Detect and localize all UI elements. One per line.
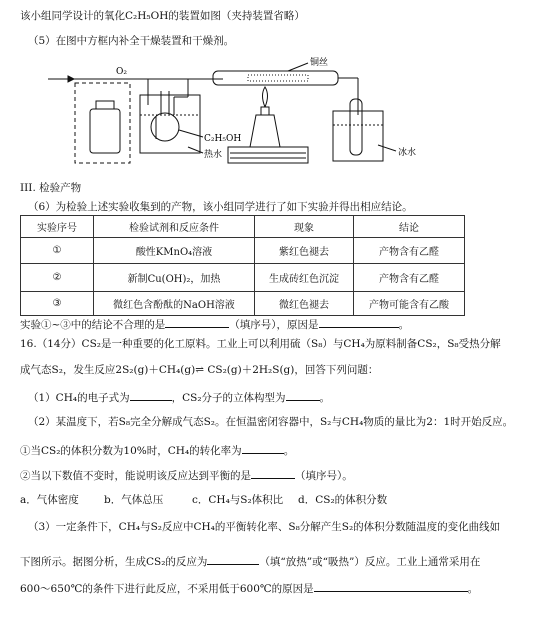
table-header: 实验序号 bbox=[21, 216, 94, 238]
table-cell: 紫红色褪去 bbox=[255, 238, 354, 264]
question-16-line-2: 成气态S₂，发生反应2S₂(g)＋CH₄(g)⇌ CS₂(g)＋2H₂S(g)，回答下列问题： bbox=[20, 364, 379, 376]
table-cell: 新制Cu(OH)₂，加热 bbox=[94, 264, 255, 292]
table-cell: 产物含有乙醛 bbox=[354, 264, 465, 292]
table-row bbox=[21, 238, 465, 264]
answer-blank[interactable] bbox=[242, 442, 284, 454]
answer-blank[interactable] bbox=[130, 389, 172, 401]
part-3-text: （填“放热”或“吸热”）反应。工业上通常采用在 bbox=[259, 556, 481, 568]
table-cell: ① bbox=[21, 238, 94, 264]
hot-water-label: 热水 bbox=[204, 150, 223, 160]
part-3-text: 600～650℃的条件下进行此反应，不采用低于600℃的原因是 bbox=[20, 583, 314, 595]
table-cell: ③ bbox=[21, 292, 94, 316]
question-6: （6）为检验上述实验收集到的产物，该小组同学进行了如下实验并得出相应结论。 bbox=[28, 201, 413, 213]
o2-label: O₂ bbox=[116, 67, 127, 77]
part-2a-line bbox=[20, 442, 294, 458]
table-cell: 微红色含酚酞的NaOH溶液 bbox=[94, 292, 255, 316]
table-row bbox=[21, 264, 465, 292]
answer-blank[interactable] bbox=[165, 316, 229, 328]
question-16-line-1: 16.（14分）CS₂是一种重要的化工原料。工业上可以利用硫（S₈）与CH₄为原料制备CS₂，S₈受热分解 bbox=[20, 338, 501, 350]
conclusion-text: 。 bbox=[398, 319, 410, 331]
answer-blank[interactable] bbox=[251, 467, 295, 479]
part-3-text: 。 bbox=[467, 583, 479, 595]
part-1-text: （1）CH₄的电子式为 bbox=[28, 392, 130, 404]
table-cell: 微红色褪去 bbox=[255, 292, 354, 316]
question-5: （5）在图中方框内补全干燥装置和干燥剂。 bbox=[28, 35, 235, 47]
part-2b-text: （填序号）。 bbox=[295, 470, 353, 482]
option-a: a．气体密度 bbox=[20, 494, 79, 506]
conclusion-text: 实验①~③中的结论不合理的是 bbox=[20, 319, 166, 331]
part-3-line-1: （3）一定条件下，CH₄与S₂反应中CH₄的平衡转化率、S₈分解产生S₂的体积分数随温度的变化曲线如 bbox=[28, 521, 501, 533]
ice-water-label: 冰水 bbox=[398, 148, 417, 158]
ethanol-label: C₂H₅OH bbox=[204, 134, 242, 144]
part-3-text: 下图所示。据图分析，生成CS₂的反应为 bbox=[20, 556, 208, 568]
table-cell: 酸性KMnO₄溶液 bbox=[94, 238, 255, 264]
options-line bbox=[20, 493, 387, 507]
table-cell: 生成砖红色沉淀 bbox=[255, 264, 354, 292]
table-cell: 产物含有乙醛 bbox=[354, 238, 465, 264]
part-1-text: ，CS₂分子的立体构型为 bbox=[171, 392, 286, 404]
option-c: c．CH₄与S₂体积比 bbox=[192, 494, 284, 506]
answer-blank[interactable] bbox=[319, 316, 399, 328]
table-header: 检验试剂和反应条件 bbox=[94, 216, 255, 238]
table-cell: 产物可能含有乙酸 bbox=[354, 292, 465, 316]
option-b: b．气体总压 bbox=[104, 494, 164, 506]
answer-blank[interactable] bbox=[286, 389, 320, 401]
part-2b-text: ②当以下数值不变时，能说明该反应达到平衡的是 bbox=[20, 470, 251, 482]
part-2a-text: 。 bbox=[283, 445, 295, 457]
option-d: d．CS₂的体积分数 bbox=[298, 494, 388, 506]
part-2-line: （2）某温度下，若S₈完全分解成气态S₂。在恒温密闭容器中，S₂与CH₄物质的量比为2：1时开始反应。 bbox=[28, 416, 514, 428]
table-header: 结论 bbox=[354, 216, 465, 238]
table-cell: ② bbox=[21, 264, 94, 292]
answer-blank[interactable] bbox=[314, 580, 468, 592]
conclusion-text: （填序号），原因是 bbox=[229, 319, 319, 331]
apparatus-diagram bbox=[48, 55, 528, 165]
part-1-text: 。 bbox=[319, 392, 331, 404]
conclusion-line bbox=[20, 316, 409, 332]
part-3-line-2 bbox=[20, 553, 480, 569]
part-2b-line bbox=[20, 467, 353, 483]
intro-line: 该小组同学设计的氧化C₂H₅OH的装置如图（夹持装置省略） bbox=[20, 10, 305, 22]
table-header-row bbox=[21, 216, 465, 238]
experiment-table bbox=[20, 215, 465, 316]
table-row bbox=[21, 292, 465, 316]
answer-blank[interactable] bbox=[207, 553, 259, 565]
part-1-line bbox=[28, 389, 330, 405]
copper-label: 铜丝 bbox=[310, 58, 329, 68]
table-header: 现象 bbox=[255, 216, 354, 238]
drying-box-placeholder bbox=[75, 83, 130, 163]
part-3-line-3 bbox=[20, 580, 478, 596]
section-3-title: III. 检验产物 bbox=[20, 182, 82, 194]
part-2a-text: ①当CS₂的体积分数为10%时，CH₄的转化率为 bbox=[20, 445, 242, 457]
